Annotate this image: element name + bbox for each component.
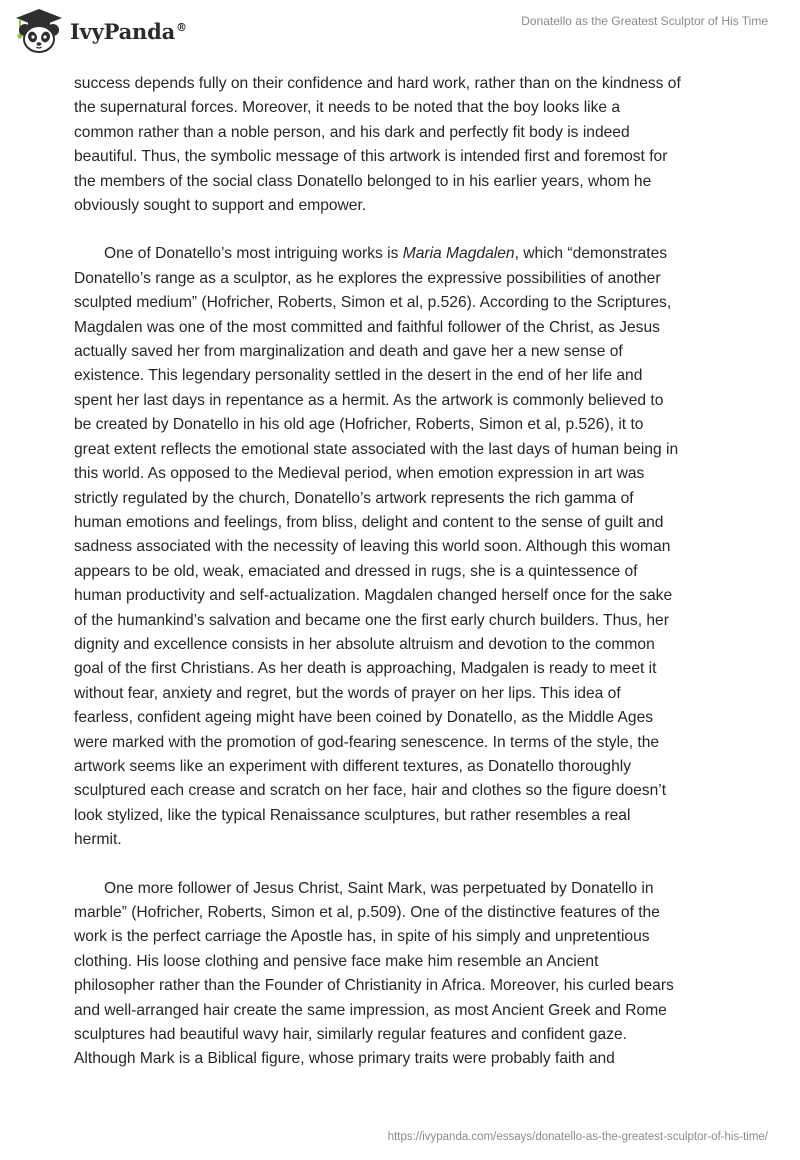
text-line: marble” (Hofricher, Roberts, Simon et al, p.509). One of the distinctive features of the: [74, 904, 660, 921]
text-line: sadness associated with the necessity of leaving this world soon. Although this woman: [74, 538, 671, 556]
paragraph-1: [74, 72, 734, 218]
text-line: strictly regulated by the church, Donatello’s artwork represents the rich gamma of: [74, 489, 634, 507]
text-run: One of Donatello’s most intriguing works is: [104, 245, 403, 263]
text-line: actually saved her from marginalization and death and gave her a new sense of: [74, 343, 623, 361]
text-line: and well-arranged hair create the same impression, as most Ancient Greek and Rome: [74, 1001, 667, 1019]
text-line: human productivity and self-actualization. Magdalen changed herself once for the sake: [74, 587, 673, 605]
artwork-title: Maria Magdalen: [402, 245, 515, 263]
essay-body: [74, 72, 734, 1096]
paragraph-3: [74, 877, 734, 1072]
brand-name: IvyPanda®: [70, 18, 187, 44]
text-line: without fear, anxiety and regret, but the words of prayer on her lips. This idea of: [74, 684, 621, 702]
text-line: Although Mark is a Biblical figure, whose primary traits were probably faith and: [74, 1050, 615, 1068]
text-line: look stylized, like the typical Renaissance sculptures, but rather resembles a real: [74, 806, 631, 824]
text-line: human emotions and feelings, from bliss, delight and content to the sense of guilt and: [74, 513, 664, 531]
text-line-first: [74, 242, 734, 266]
text-line: the supernatural forces. Moreover, it needs to be noted that the boy looks like a: [74, 99, 621, 117]
text-line: be created by Donatello in his old age (Hofricher, Roberts, Simon et al, p.526), it to: [74, 416, 644, 434]
text-line: appears to be old, weak, emaciated and dressed in rugs, she is a quintessence of: [74, 562, 638, 580]
text-line: goal of the first Christians. As her death is approaching, Madgalen is ready to meet it: [74, 660, 657, 678]
text-line: work is the perfect carriage the Apostle has, in spite of his simply and unpretentious: [74, 928, 650, 946]
text-line: existence. This legendary personality settled in the desert in the end of her life and: [74, 367, 643, 385]
text-line: sculptures had beautiful wavy hair, similarly regular features and confident gaze.: [74, 1026, 628, 1044]
text-run: , which “demonstrates: [514, 245, 668, 263]
text-line: sculptured each crease and scratch on her face, hair and clothes so the figure doesn’t: [74, 782, 667, 800]
ivypanda-logo[interactable]: [14, 8, 187, 54]
text-line: of the humankind’s salvation and became one the first early church builders. Thus, her: [74, 611, 669, 629]
text-line: were marked with the promotion of god-fearing senescence. In terms of the style, the: [74, 733, 660, 751]
text-line: great extent reflects the emotional state associated with the last days of human being in: [74, 440, 679, 458]
text-line: fearless, confident ageing might have been coined by Donatello, as the Middle Ages: [74, 709, 654, 727]
text-line: beautiful. Thus, the symbolic message of this artwork is intended first and foremost for: [74, 148, 668, 166]
text-line: this world. As opposed to the Medieval period, when emotion expression in art was: [74, 465, 645, 483]
text-line: Donatello’s range as a sculptor, as he explores the expressive possibilities of another: [74, 269, 661, 287]
paragraph-2: [74, 242, 734, 852]
registered-mark: ®: [176, 20, 187, 34]
text-line: spent her last days in repentance as a hermit. As the artwork is commonly believed to: [74, 391, 664, 409]
text-line: philosopher rather than the Founder of Christianity in Africa. Moreover, his curled bears: [74, 977, 674, 995]
text-line: the members of the social class Donatello belonged to in his earlier years, whom he: [74, 172, 652, 190]
text-line: success depends fully on their confidence and hard work, rather than on the kindness of: [74, 75, 681, 92]
text-line: hermit.: [74, 831, 122, 849]
text-line: obviously sought to support and empower.: [74, 197, 367, 215]
page-header: [0, 0, 800, 62]
text-line: dignity and excellence consists in her absolute altruism and devotion to the common: [74, 635, 655, 653]
text-line: common rather than a noble person, and his dark and perfectly fit body is indeed: [74, 123, 630, 141]
source-url-link[interactable]: https://ivypanda.com/essays/donatello-as-the-greatest-sculptor-of-his-time/: [387, 1131, 768, 1143]
text-line: sculpted medium” (Hofricher, Roberts, Simon et al, p.526). According to the Scriptures,: [74, 294, 672, 312]
text-line: clothing. His loose clothing and pensive face make him resemble an Ancient: [74, 952, 599, 970]
text-line: Magdalen was one of the most committed and faithful follower of the Christ, as Jesus: [74, 318, 660, 336]
panda-graduate-icon: [14, 8, 64, 54]
document-title: Donatello as the Greatest Sculptor of His Time: [521, 14, 768, 28]
text-line-first: One more follower of Jesus Christ, Saint Mark, was perpetuated by Donatello in: [104, 879, 654, 897]
text-line: artwork seems like an experiment with different textures, as Donatello thoroughly: [74, 757, 632, 775]
